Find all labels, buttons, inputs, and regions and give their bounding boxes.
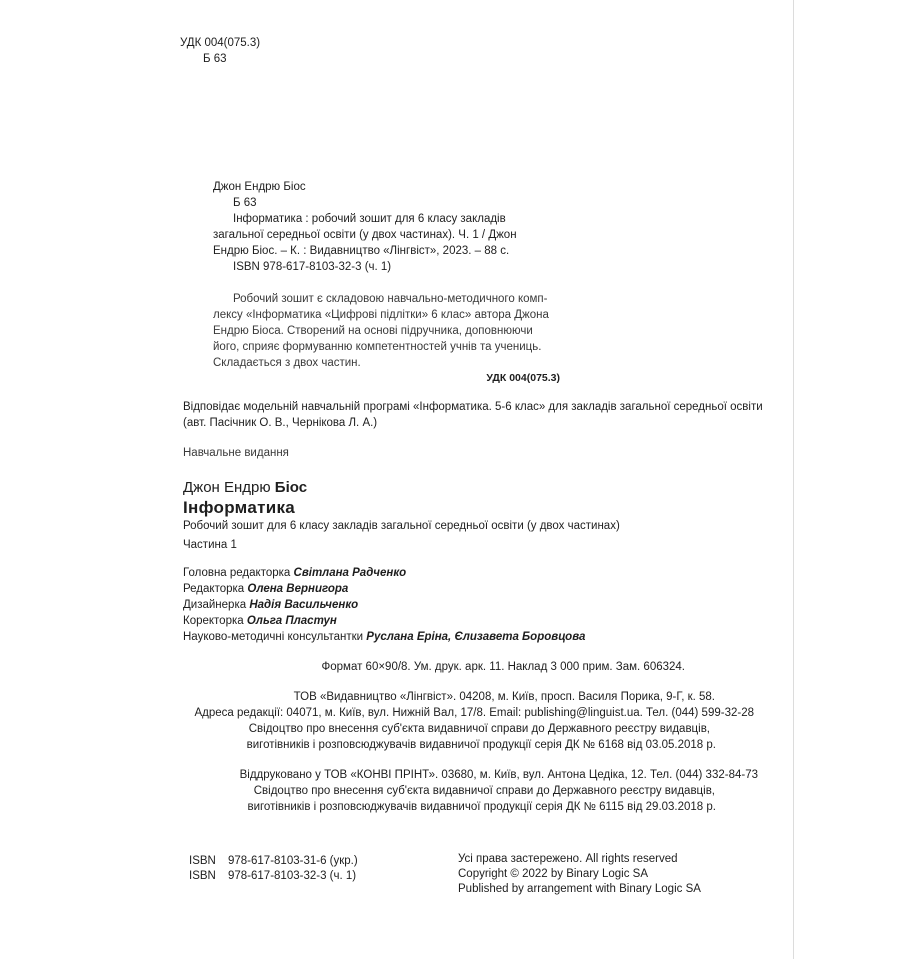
credit-name: Руслана Еріна, Єлизавета Боровцова — [366, 631, 586, 643]
catalog-code: Б 63 — [233, 197, 257, 209]
credit-consultants — [183, 630, 585, 645]
book-title: Інформатика — [183, 498, 296, 517]
publisher-line-3: Свідоцтво про внесення суб'єкта видавничої справи до Державного реєстру видавців, — [248, 723, 710, 735]
credit-role: Науково-методичні консультантки — [183, 631, 364, 643]
catalog-desc-line-2: загальної середньої освіти (у двох частинах). Ч. 1 / Джон — [213, 229, 517, 241]
credit-editor — [183, 582, 348, 597]
isbn-label: ISBN — [189, 855, 216, 867]
catalog-isbn: ISBN 978-617-8103-32-3 (ч. 1) — [233, 261, 392, 273]
catalog-abstract-line-4: його, сприяє формуванню компетентностей учнів та учениць. — [213, 341, 542, 353]
catalog-author: Джон Ендрю Біос — [213, 181, 306, 193]
publisher-line-2: Адреса редакції: 04071, м. Київ, вул. Нижній Вал, 17/8. Email: publishing@linguist.ua. Тел. (044) 599-32-28 — [194, 707, 754, 719]
printer-line-3: виготівників і розповсюджувачів видавничої продукції серія ДК № 6115 від 29.03.2018 р. — [247, 801, 716, 813]
credit-proofreader — [183, 614, 337, 629]
publisher-line-1: ТОВ «Видавництво «Лінгвіст». 04208, м. Київ, просп. Василя Порика, 9-Г, к. 58. — [293, 691, 715, 703]
isbn-value: 978-617-8103-31-6 (укр.) — [228, 855, 358, 867]
catalog-abstract-line-5: Складається з двох частин. — [213, 357, 361, 369]
credit-chief-editor — [183, 566, 406, 581]
program-line-2: (авт. Пасічник О. В., Чернікова Л. А.) — [183, 417, 378, 429]
printer-line-2: Свідоцтво про внесення суб'єкта видавничої справи до Державного реєстру видавців, — [253, 785, 715, 797]
book-author — [183, 479, 307, 497]
credit-role: Редакторка — [183, 583, 245, 595]
credit-name: Надія Васильченко — [249, 599, 359, 611]
page-edge — [793, 0, 794, 959]
credit-designer — [183, 598, 358, 613]
bbk-top: Б 63 — [203, 53, 227, 65]
catalog-desc-line-1: Інформатика : робочий зошит для 6 класу закладів — [233, 213, 506, 225]
rights-line-2: Copyright © 2022 by Binary Logic SA — [458, 868, 649, 880]
catalog-udk: УДК 004(075.3) — [486, 372, 560, 384]
edition-type: Навчальне видання — [183, 447, 289, 459]
credit-name: Ольга Пластун — [246, 615, 337, 627]
catalog-abstract-line-1: Робочий зошит є складовою навчально-методичного комп- — [233, 293, 548, 305]
print-format: Формат 60×90/8. Ум. друк. арк. 11. Наклад 3 000 прим. Зам. 606324. — [321, 661, 685, 673]
credit-name: Світлана Радченко — [293, 567, 407, 579]
catalog-abstract-line-2: лексу «Інформатика «Цифрові підлітки» 6 клас» автора Джона — [213, 309, 549, 321]
rights-line-3: Published by arrangement with Binary Logic SA — [458, 883, 701, 895]
isbn-value: 978-617-8103-32-3 (ч. 1) — [228, 870, 357, 882]
catalog-desc-line-3: Ендрю Біос. – К. : Видавництво «Лінгвіст», 2023. – 88 с. — [213, 245, 510, 257]
rights-line-1: Усі права застережено. All rights reserved — [458, 853, 678, 865]
author-last-name: Біос — [274, 479, 308, 496]
credit-role: Головна редакторка — [183, 567, 291, 579]
printer-line-1: Віддруковано у ТОВ «КОНВІ ПРІНТ». 03680, м. Київ, вул. Антона Цедіка, 12. Тел. (044) 332-84-73 — [239, 769, 758, 781]
udk-top: УДК 004(075.3) — [180, 37, 261, 49]
credit-role: Дизайнерка — [183, 599, 247, 611]
author-first-name: Джон Ендрю — [183, 479, 271, 496]
isbn-label: ISBN — [189, 870, 216, 882]
credit-role: Коректорка — [183, 615, 244, 627]
book-subtitle: Робочий зошит для 6 класу закладів загальної середньої освіти (у двох частинах) — [183, 520, 620, 532]
credit-name: Олена Вернигора — [247, 583, 349, 595]
catalog-abstract-line-3: Ендрю Біоса. Створений на основі підручника, доповнюючи — [213, 325, 533, 337]
book-part: Частина 1 — [183, 539, 237, 551]
publisher-line-4: виготівників і розповсюджувачів видавничої продукції серія ДК № 6168 від 03.05.2018 р. — [246, 739, 716, 751]
program-line-1: Відповідає модельній навчальній програмі «Інформатика. 5-6 клас» для закладів загальної середньої освіти — [183, 401, 763, 413]
